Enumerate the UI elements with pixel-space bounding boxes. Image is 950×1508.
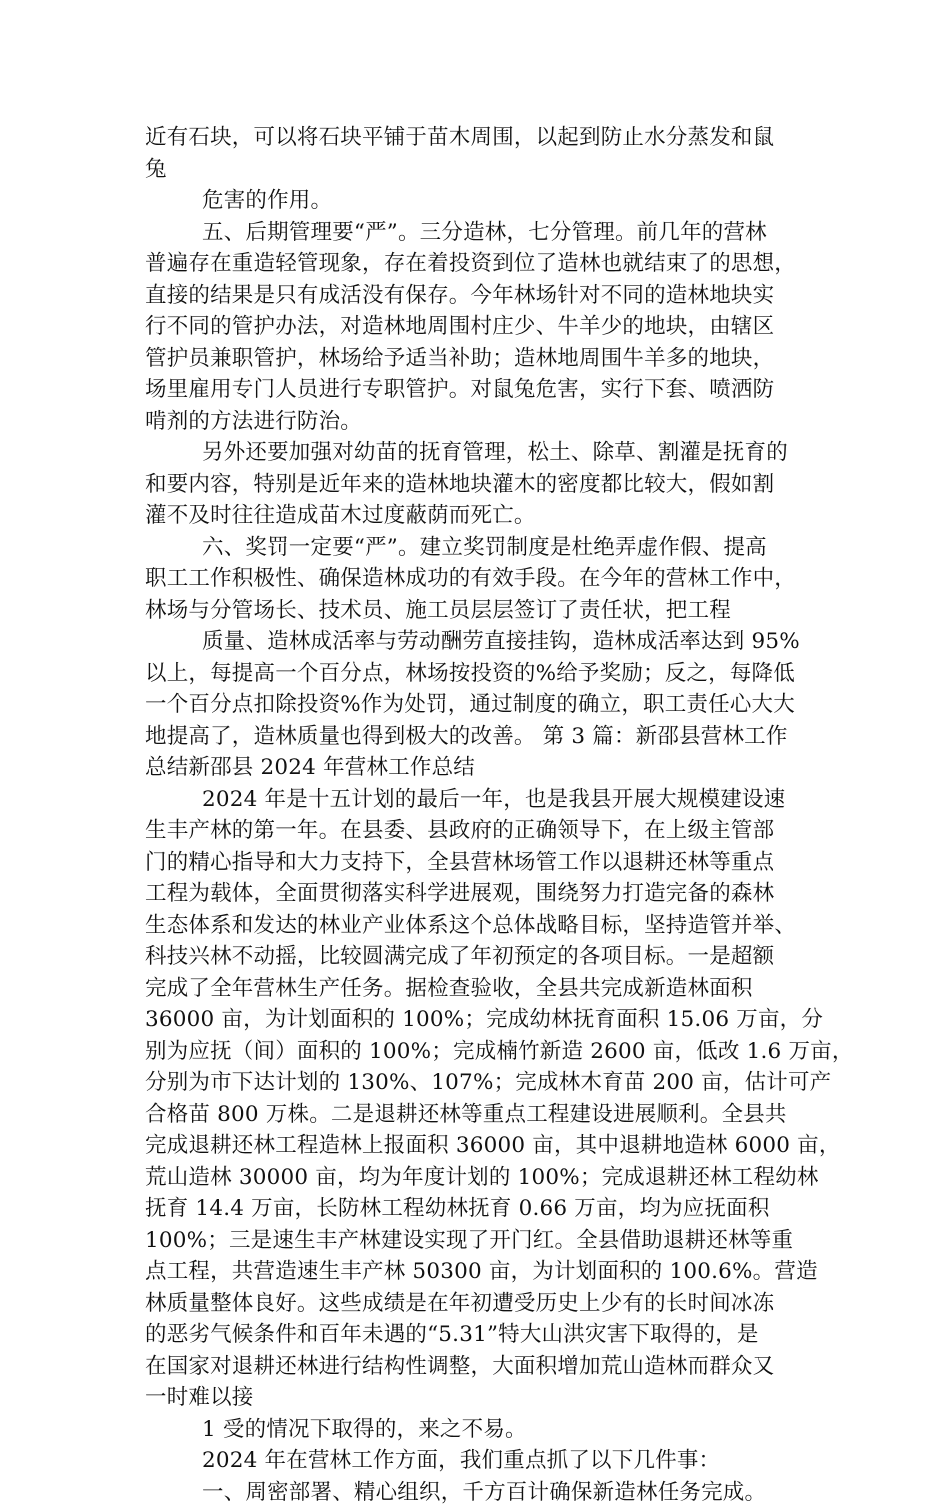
text-line: 近有石块，可以将石块平铺于苗木周围，以起到防止水分蒸发和鼠 xyxy=(145,122,810,154)
document-body xyxy=(145,122,810,1508)
text-line: 工程为载体，全面贯彻落实科学进展观，围绕努力打造完备的森林 xyxy=(145,878,810,910)
text-line: 管护员兼职管护，林场给予适当补助；造林地周围牛羊多的地块， xyxy=(145,343,810,375)
text-line: 科技兴林不动摇，比较圆满完成了年初预定的各项目标。一是超额 xyxy=(145,941,810,973)
text-line: 普遍存在重造轻管现象，存在着投资到位了造林也就结束了的思想， xyxy=(145,248,810,280)
text-line: 质量、造林成活率与劳动酬劳直接挂钩，造林成活率达到 95% xyxy=(145,626,810,658)
text-line: 荒山造林 30000 亩，均为年度计划的 100%；完成退耕还林工程幼林 xyxy=(145,1162,810,1194)
text-line: 危害的作用。 xyxy=(145,185,810,217)
text-line: 六、奖罚一定要“严”。建立奖罚制度是杜绝弄虚作假、提高 xyxy=(145,532,810,564)
text-line: 灌不及时往往造成苗木过度蔽荫而死亡。 xyxy=(145,500,810,532)
text-line: 的恶劣气候条件和百年未遇的“5.31”特大山洪灾害下取得的，是 xyxy=(145,1319,810,1351)
text-line: 一个百分点扣除投资%作为处罚，通过制度的确立，职工责任心大大 xyxy=(145,689,810,721)
text-line: 一、周密部署、精心组织，千方百计确保新造林任务完成。 xyxy=(145,1477,810,1508)
text-line: 生丰产林的第一年。在县委、县政府的正确领导下，在上级主管部 xyxy=(145,815,810,847)
text-line: 36000 亩，为计划面积的 100%；完成幼林抚育面积 15.06 万亩，分 xyxy=(145,1004,810,1036)
text-line: 门的精心指导和大力支持下，全县营林场管工作以退耕还林等重点 xyxy=(145,847,810,879)
text-line: 行不同的管护办法，对造林地周围村庄少、牛羊少的地块，由辖区 xyxy=(145,311,810,343)
text-line: 职工工作积极性、确保造林成功的有效手段。在今年的营林工作中， xyxy=(145,563,810,595)
text-line: 2024 年是十五计划的最后一年，也是我县开展大规模建设速 xyxy=(145,784,810,816)
text-line: 兔 xyxy=(145,154,810,186)
text-line: 2024 年在营林工作方面，我们重点抓了以下几件事： xyxy=(145,1445,810,1477)
text-line: 抚育 14.4 万亩，长防林工程幼林抚育 0.66 万亩，均为应抚面积 xyxy=(145,1193,810,1225)
text-line: 以上，每提高一个百分点，林场按投资的%给予奖励；反之，每降低 xyxy=(145,658,810,690)
text-line: 100%；三是速生丰产林建设实现了开门红。全县借助退耕还林等重 xyxy=(145,1225,810,1257)
text-line: 在国家对退耕还林进行结构性调整，大面积增加荒山造林而群众又 xyxy=(145,1351,810,1383)
text-line: 完成退耕还林工程造林上报面积 36000 亩，其中退耕地造林 6000 亩， xyxy=(145,1130,810,1162)
text-line: 另外还要加强对幼苗的抚育管理，松土、除草、割灌是抚育的 xyxy=(145,437,810,469)
text-line: 总结新邵县 2024 年营林工作总结 xyxy=(145,752,810,784)
text-line: 一时难以接 xyxy=(145,1382,810,1414)
text-line: 点工程，共营造速生丰产林 50300 亩，为计划面积的 100.6%。营造 xyxy=(145,1256,810,1288)
text-line: 啃剂的方法进行防治。 xyxy=(145,406,810,438)
text-line: 五、后期管理要“严”。三分造林，七分管理。前几年的营林 xyxy=(145,217,810,249)
text-line: 地提高了，造林质量也得到极大的改善。 第 3 篇：新邵县营林工作 xyxy=(145,721,810,753)
text-line: 和要内容，特别是近年来的造林地块灌木的密度都比较大，假如割 xyxy=(145,469,810,501)
text-line: 合格苗 800 万株。二是退耕还林等重点工程建设进展顺利。全县共 xyxy=(145,1099,810,1131)
text-line: 生态体系和发达的林业产业体系这个总体战略目标，坚持造管并举、 xyxy=(145,910,810,942)
text-line: 完成了全年营林生产任务。据检查验收，全县共完成新造林面积 xyxy=(145,973,810,1005)
text-line: 别为应抚（间）面积的 100%；完成楠竹新造 2600 亩，低改 1.6 万亩， xyxy=(145,1036,810,1068)
text-line: 分别为市下达计划的 130%、107%；完成林木育苗 200 亩，估计可产 xyxy=(145,1067,810,1099)
text-line: 直接的结果是只有成活没有保存。今年林场针对不同的造林地块实 xyxy=(145,280,810,312)
text-line: 场里雇用专门人员进行专职管护。对鼠兔危害，实行下套、喷洒防 xyxy=(145,374,810,406)
text-line: 林质量整体良好。这些成绩是在年初遭受历史上少有的长时间冰冻 xyxy=(145,1288,810,1320)
text-line: 林场与分管场长、技术员、施工员层层签订了责任状，把工程 xyxy=(145,595,810,627)
text-line: 1 受的情况下取得的，来之不易。 xyxy=(145,1414,810,1446)
